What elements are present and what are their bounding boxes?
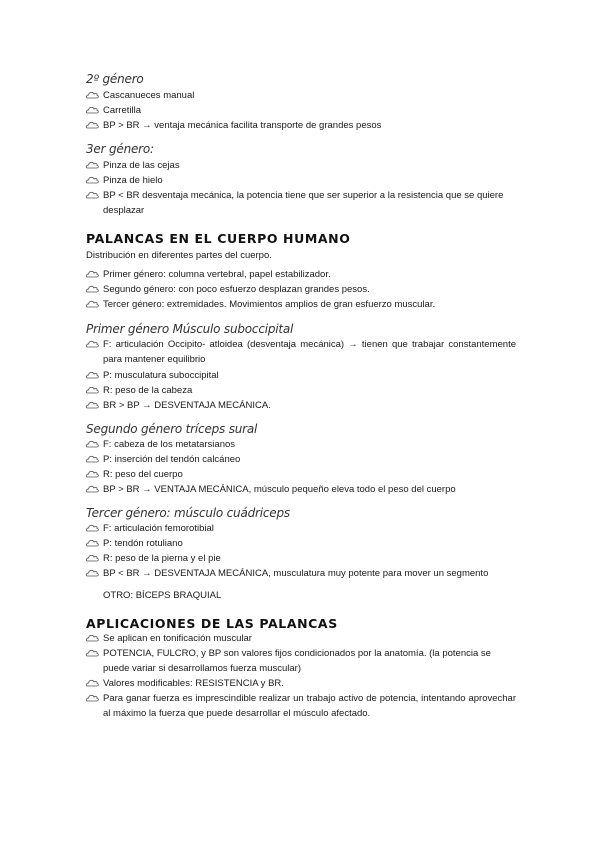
list-item-text: POTENCIA, FULCRO, y BP son valores fijos condicionados por la anatomía. (la potencia se puede variar si desarrollamos fuerza muscular)	[103, 648, 491, 674]
cloud-icon	[86, 284, 99, 293]
cloud-icon	[86, 120, 99, 129]
list-item	[86, 438, 516, 453]
list-item	[86, 89, 516, 104]
cloud-icon	[86, 454, 99, 463]
list-item	[86, 632, 516, 647]
cloud-icon	[86, 678, 99, 687]
cloud-icon	[86, 400, 99, 409]
list-item	[86, 468, 516, 483]
cloud-icon	[86, 538, 99, 547]
list-item-text: Cascanueces manual	[103, 90, 195, 101]
list-item	[86, 338, 516, 367]
list-item-text: F: cabeza de los metatarsianos	[103, 439, 236, 450]
cloud-icon	[86, 269, 99, 278]
list-item	[86, 552, 516, 567]
cloud-icon	[86, 568, 99, 577]
cloud-icon	[86, 523, 99, 532]
list-item-text: Pinza de las cejas	[103, 160, 180, 171]
list-item	[86, 483, 516, 498]
list-item-text: BP > BR → VENTAJA MECÁNICA, músculo pequeño eleva todo el peso del cuerpo	[103, 484, 456, 495]
list-item	[86, 677, 516, 692]
list-item	[86, 119, 516, 134]
list-item-text: BR > BP → DESVENTAJA MECÁNICA.	[103, 400, 271, 411]
cloud-icon	[86, 484, 99, 493]
section-heading-aplicaciones: APLICACIONES DE LAS PALANCAS	[86, 616, 338, 631]
list-item-text: R: peso de la cabeza	[103, 385, 193, 396]
list-item	[86, 647, 516, 676]
cloud-icon	[86, 370, 99, 379]
cloud-icon	[86, 105, 99, 114]
cloud-icon	[86, 385, 99, 394]
cloud-icon	[86, 299, 99, 308]
list-item	[86, 399, 516, 414]
list-item-text: Tercer género: extremidades. Movimientos amplios de gran esfuerzo muscular.	[103, 299, 436, 310]
cloud-icon	[86, 90, 99, 99]
section-title-segundo-genero-triceps: Segundo género tríceps sural	[86, 422, 258, 436]
cloud-icon	[86, 175, 99, 184]
section-title-tercer-genero-cuadriceps: Tercer género: músculo cuádriceps	[86, 506, 290, 520]
list-item-text: F: articulación Occipito- atloidea (desventaja mecánica) → tienen que trabajar constantemente para mantener equilibrio	[103, 339, 516, 365]
list-item-text: P: tendón rotuliano	[103, 538, 183, 549]
list-item-text: Pinza de hielo	[103, 175, 163, 186]
list-item	[86, 692, 516, 721]
section-title-primer-genero: Primer género Músculo suboccipital	[86, 322, 294, 336]
section-title-tercer-genero: 3er género:	[86, 142, 154, 156]
other-note: OTRO: BÍCEPS BRAQUIAL	[103, 590, 222, 601]
list-item-text: Valores modificables: RESISTENCIA y BR.	[103, 678, 284, 689]
list-item	[86, 567, 516, 582]
list-item-text: BP < BR desventaja mecánica, la potencia tiene que ser superior a la resistencia que se quiere desplazar	[103, 190, 504, 216]
cloud-icon	[86, 469, 99, 478]
list-item-text: P: inserción del tendón calcáneo	[103, 454, 241, 465]
list-item	[86, 268, 516, 283]
list-item	[86, 174, 516, 189]
list-item-text: P: musculatura suboccipital	[103, 370, 219, 381]
section-intro: Distribución en diferentes partes del cuerpo.	[86, 250, 272, 261]
list-item	[86, 159, 516, 174]
section-title-segundo-genero: 2º género	[86, 72, 144, 86]
cloud-icon	[86, 648, 99, 657]
cloud-icon	[86, 160, 99, 169]
list-item	[86, 189, 516, 218]
list-item-text: Segundo género: con poco esfuerzo desplazan grandes pesos.	[103, 284, 370, 295]
list-item	[86, 104, 516, 119]
list-item	[86, 522, 516, 537]
cloud-icon	[86, 439, 99, 448]
list-item-text: R: peso de la pierna y el pie	[103, 553, 221, 564]
list-item	[86, 537, 516, 552]
cloud-icon	[86, 339, 99, 348]
cloud-icon	[86, 633, 99, 642]
list-item-text: F: articulación femorotibial	[103, 523, 214, 534]
list-item-text: Se aplican en tonificación muscular	[103, 633, 252, 644]
list-item-text: Para ganar fuerza es imprescindible realizar un trabajo activo de potencia, intentando aprovechar al máximo la fuerza que puede desarrollar el músculo afectado.	[103, 693, 516, 719]
list-item-text: R: peso del cuerpo	[103, 469, 183, 480]
list-item-text: Carretilla	[103, 105, 142, 116]
list-item	[86, 453, 516, 468]
cloud-icon	[86, 553, 99, 562]
cloud-icon	[86, 190, 99, 199]
list-item	[86, 369, 516, 384]
list-item	[86, 298, 516, 313]
list-item-text: Primer género: columna vertebral, papel estabilizador.	[103, 269, 331, 280]
cloud-icon	[86, 693, 99, 702]
list-item-text: BP > BR → ventaja mecánica facilita transporte de grandes pesos	[103, 120, 382, 131]
section-heading-palancas-cuerpo: PALANCAS EN EL CUERPO HUMANO	[86, 231, 351, 246]
list-item	[86, 384, 516, 399]
list-item-text: BP < BR → DESVENTAJA MECÁNICA, musculatura muy potente para mover un segmento	[103, 568, 489, 579]
list-item	[86, 283, 516, 298]
